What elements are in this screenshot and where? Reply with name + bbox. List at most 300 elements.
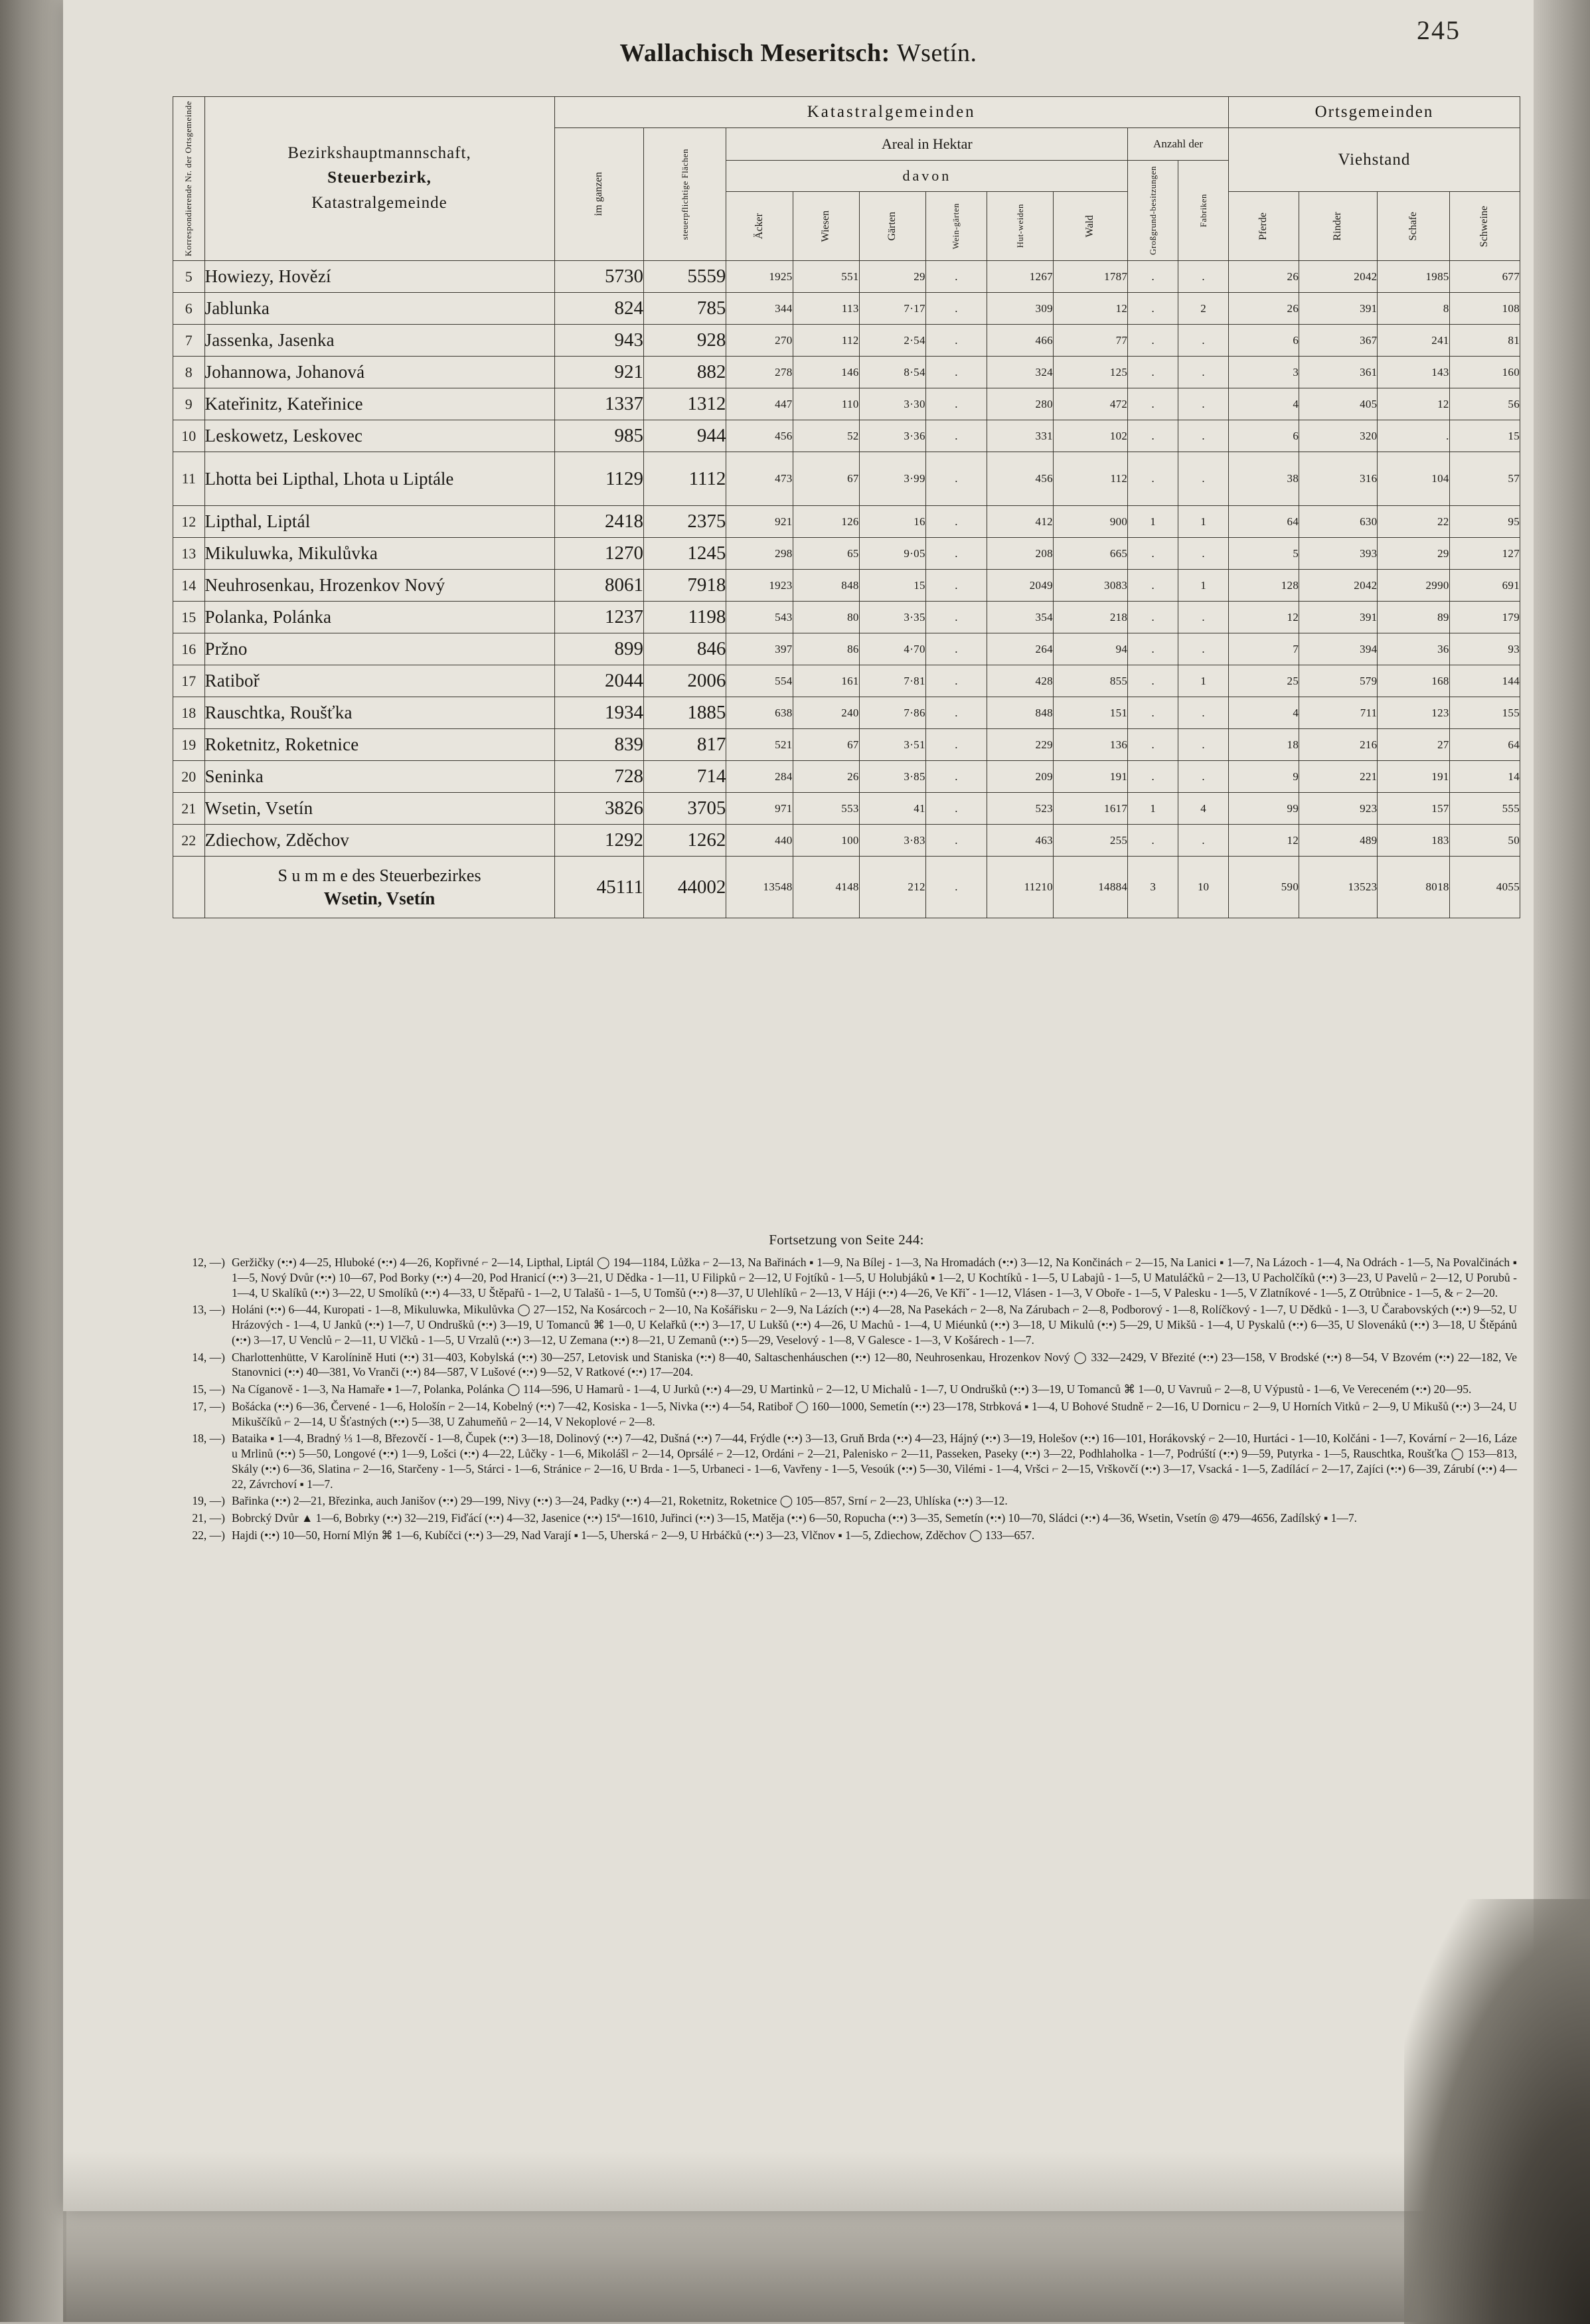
cell-wald: 665 xyxy=(1053,538,1127,570)
cell-fabriken: 2 xyxy=(1178,293,1229,325)
cell-schweine: 50 xyxy=(1449,825,1520,857)
table-row xyxy=(173,325,1520,357)
cell-acker: 298 xyxy=(726,538,793,570)
cell-im-ganzen: 899 xyxy=(554,633,644,665)
row-number: 13 xyxy=(173,538,205,570)
cell-pferde: 26 xyxy=(1228,293,1299,325)
cell-rinder: 2042 xyxy=(1299,261,1378,293)
cell-weingarten: . xyxy=(925,602,987,633)
cell-rinder: 391 xyxy=(1299,293,1378,325)
summary-cell-schweine: 4055 xyxy=(1449,857,1520,918)
footnote-item xyxy=(176,1350,1517,1380)
cell-grossgrund: . xyxy=(1128,697,1178,729)
cell-schafe: 36 xyxy=(1378,633,1449,665)
cell-pferde: 128 xyxy=(1228,570,1299,602)
cell-garten: 15 xyxy=(859,570,925,602)
footnote-label: 19, —) xyxy=(192,1494,225,1508)
cell-fabriken: . xyxy=(1178,452,1229,506)
cell-wiesen: 240 xyxy=(793,697,859,729)
cell-schafe: 104 xyxy=(1378,452,1449,506)
footnote-text: Geržičky (•:•) 4—25, Hluboké (•:•) 4—26, Kopřivné ⌐ 2—14, Lipthal, Liptál ◯ 194—1184, Lůžka ⌐ 2—13, Na Bařinách ▪ 1—9, Na Bílej - 1—3, Na Hromadách (•:•) 3—12, Na Končinách ⌐ 2—15, Na Lanici ▪ 1—7, Na Lázoch - 1—4, Na Odrách - 1—5, Na Povalčinách ▪ 1—5, Nový Dvůr (•:•) 10—67, Pod Borky (•:•) 4—20, Pod Hranicí (•:•) 3—21, U Dědka - 1—11, U Filipků ⌐ 2—12, U Fojtíků - 1—5, U Holubjáků ▪ 1—2, U Kochtíků - 1—5, U Labajů - 1—5, U Matuláčků ⌐ 2—13, U Pacholčíků (•:•) 3—23, U Pavelů ⌐ 2—12, U Porubů - 1—4, U Skalíků (•:•) 3—22, U Smolíků (•:•) 4—33, U Štěpařů - 1—2, U Talašů - 1—5, U Tomšů (•:•) 8—37, U Ulehlíků ⌐ 2—13, V Háji (•:•) 4—26, Ve Křiˇ - 1—12, Vlásen - 1—3, V Oboře - 1—5, V Palesku - 1—5, V Zlatníkové - 1—5, Z Otrůbnice - 1—5, & ⌐ 2—20. xyxy=(232,1256,1517,1299)
row-municipality-name: Kateřinitz, Kateřinice xyxy=(204,388,554,420)
row-municipality-name: Wsetin, Vsetín xyxy=(204,793,554,825)
cell-garten: 16 xyxy=(859,506,925,538)
cell-fabriken: . xyxy=(1178,602,1229,633)
cell-acker: 554 xyxy=(726,665,793,697)
cell-grossgrund: . xyxy=(1128,293,1178,325)
cell-weingarten: . xyxy=(925,506,987,538)
cell-pferde: 7 xyxy=(1228,633,1299,665)
cell-hutweiden: 466 xyxy=(987,325,1053,357)
header-bezirkshauptmannschaft: Bezirkshauptmannschaft, xyxy=(287,143,471,162)
cell-wald: 112 xyxy=(1053,452,1127,506)
cell-fabriken: . xyxy=(1178,825,1229,857)
cell-im-ganzen: 2418 xyxy=(554,506,644,538)
cell-pferde: 26 xyxy=(1228,261,1299,293)
table-row xyxy=(173,452,1520,506)
cell-wiesen: 52 xyxy=(793,420,859,452)
cell-pferde: 3 xyxy=(1228,357,1299,388)
header-weingarten: Wein-gärten xyxy=(925,192,987,261)
cell-garten: 4·70 xyxy=(859,633,925,665)
cell-wald: 1617 xyxy=(1053,793,1127,825)
row-municipality-name: Neuhrosenkau, Hrozenkov Nový xyxy=(204,570,554,602)
cell-wald: 218 xyxy=(1053,602,1127,633)
row-number: 7 xyxy=(173,325,205,357)
cell-steuerpflichtige: 1312 xyxy=(644,388,726,420)
header-katastralgemeinden: Katastralgemeinden xyxy=(554,97,1228,128)
cell-im-ganzen: 1337 xyxy=(554,388,644,420)
cell-schafe: 143 xyxy=(1378,357,1449,388)
cell-wiesen: 551 xyxy=(793,261,859,293)
cell-acker: 456 xyxy=(726,420,793,452)
table-row xyxy=(173,602,1520,633)
cell-pferde: 4 xyxy=(1228,697,1299,729)
cell-wiesen: 100 xyxy=(793,825,859,857)
cell-weingarten: . xyxy=(925,761,987,793)
cell-schweine: 179 xyxy=(1449,602,1520,633)
cell-grossgrund: . xyxy=(1128,325,1178,357)
cell-acker: 971 xyxy=(726,793,793,825)
footnote-item xyxy=(176,1382,1517,1397)
table-row xyxy=(173,665,1520,697)
cell-pferde: 4 xyxy=(1228,388,1299,420)
cell-rinder: 394 xyxy=(1299,633,1378,665)
row-number: 15 xyxy=(173,602,205,633)
cell-schweine: 677 xyxy=(1449,261,1520,293)
cell-weingarten: . xyxy=(925,697,987,729)
cell-wald: 255 xyxy=(1053,825,1127,857)
footnote-item xyxy=(176,1493,1517,1509)
cell-garten: 8·54 xyxy=(859,357,925,388)
cell-acker: 278 xyxy=(726,357,793,388)
cell-grossgrund: 1 xyxy=(1128,793,1178,825)
cell-steuerpflichtige: 2006 xyxy=(644,665,726,697)
cell-hutweiden: 331 xyxy=(987,420,1053,452)
cell-rinder: 923 xyxy=(1299,793,1378,825)
row-municipality-name: Polanka, Polánka xyxy=(204,602,554,633)
summary-cell-pferde: 590 xyxy=(1228,857,1299,918)
footnotes-title: Fortsetzung von Seite 244: xyxy=(769,1232,924,1248)
cell-im-ganzen: 839 xyxy=(554,729,644,761)
cell-garten: 7·86 xyxy=(859,697,925,729)
cell-schafe: . xyxy=(1378,420,1449,452)
summary-label-line1: S u m m e des Steuerbezirkes xyxy=(278,865,481,885)
cell-garten: 7·81 xyxy=(859,665,925,697)
cell-rinder: 320 xyxy=(1299,420,1378,452)
footnote-text: Holáni (•:•) 6—44, Kuropati - 1—8, Mikuluwka, Mikulůvka ◯ 27—152, Na Kosárcoch ⌐ 2—10, Na Košářisku ⌐ 2—9, Na Lázích (•:•) 4—28, Na Pasekách ⌐ 2—8, Na Zárubach ⌐ 2—8, Podborový - 1—8, Rolíčkový - 1—7, U Dědků - 1—3, U Čarabovských (•:•) 9—52, U Hrázových - 1—4, U Janků (•:•) 1—7, U Ondrušků (•:•) 3—19, U Tomanců ⌘ 1—0, U Kelařků (•:•) 3—17, U Lukšů (•:•) 4—26, U Machů - 1—4, U Miéunků (•:•) 3—18, U Mikulů (•:•) 5—29, U Mikšů - 1—4, U Pyskalů (•:•) 6—35, U Slovenáků (•:•) 3—18, U Štěpánů (•:•) 3—17, U Venclů ⌐ 2—11, U Vlčků - 1—5, U Vrzalů (•:•) 3—12, U Zemana (•:•) 8—21, U Zemanů (•:•) 5—29, Veselový - 1—8, V Galesce - 1—3, V Košárech - 1—7. xyxy=(232,1303,1517,1347)
cell-pferde: 64 xyxy=(1228,506,1299,538)
footnotes-list xyxy=(176,1255,1517,1543)
cell-im-ganzen: 2044 xyxy=(554,665,644,697)
footnote-text: Bařinka (•:•) 2—21, Březinka, auch Janišov (•:•) 29—199, Nivy (•:•) 3—24, Padky (•:•) 4—21, Roketnitz, Roketnice ◯ 105—857, Srní ⌐ 2—23, Uhlíska (•:•) 3—12. xyxy=(232,1494,1008,1508)
table-row xyxy=(173,697,1520,729)
cell-im-ganzen: 1292 xyxy=(554,825,644,857)
footnote-text: Bošácka (•:•) 6—36, Červené - 1—6, Hološín ⌐ 2—14, Kobelný (•:•) 7—42, Kosiska - 1—5, Nivka (•:•) 4—54, Ratiboř ◯ 160—1000, Semetín (•:•) 23—178, Strbková ▪ 1—4, U Bohové Studně ⌐ 2—16, U Dornicu ⌐ 2—9, U Horních Vitků ⌐ 2—9, U Mikušů (•:•) 3—24, U Mikuščíků ⌐ 2—14, U Šťastných (•:•) 5—38, U Zahumeňů ⌐ 2—14, V Nekoplové ⌐ 2—8. xyxy=(232,1399,1517,1428)
cell-wiesen: 65 xyxy=(793,538,859,570)
cell-fabriken: . xyxy=(1178,261,1229,293)
cell-hutweiden: 428 xyxy=(987,665,1053,697)
cell-hutweiden: 2049 xyxy=(987,570,1053,602)
cell-steuerpflichtige: 846 xyxy=(644,633,726,665)
header-areal-in-hektar: Areal in Hektar xyxy=(726,128,1128,161)
cell-fabriken: 1 xyxy=(1178,506,1229,538)
cell-garten: 3·83 xyxy=(859,825,925,857)
cell-wald: 855 xyxy=(1053,665,1127,697)
cell-pferde: 9 xyxy=(1228,761,1299,793)
footnote-item xyxy=(176,1255,1517,1300)
cell-wiesen: 553 xyxy=(793,793,859,825)
table-row xyxy=(173,261,1520,293)
row-municipality-name: Roketnitz, Roketnice xyxy=(204,729,554,761)
header-name-column xyxy=(204,97,554,261)
cell-grossgrund: . xyxy=(1128,729,1178,761)
summary-cell-wald: 14884 xyxy=(1053,857,1127,918)
cell-grossgrund: . xyxy=(1128,261,1178,293)
row-number: 10 xyxy=(173,420,205,452)
footnote-label: 21, —) xyxy=(192,1511,225,1525)
cell-schafe: 191 xyxy=(1378,761,1449,793)
footnote-text: Hajdi (•:•) 10—50, Horní Mlýn ⌘ 1—6, Kubíčci (•:•) 3—29, Nad Varají ▪ 1—5, Uherská ⌐ 2—9, U Hrbáčků (•:•) 3—23, Vlčnov ▪ 1—5, Zdiechow, Zděchov ◯ 133—657. xyxy=(232,1528,1035,1542)
cell-hutweiden: 523 xyxy=(987,793,1053,825)
page-number: 245 xyxy=(1417,15,1461,45)
cell-wiesen: 113 xyxy=(793,293,859,325)
cell-grossgrund: . xyxy=(1128,761,1178,793)
cell-hutweiden: 412 xyxy=(987,506,1053,538)
cell-rinder: 216 xyxy=(1299,729,1378,761)
cell-fabriken: 1 xyxy=(1178,665,1229,697)
header-acker: Äcker xyxy=(726,192,793,261)
cell-schweine: 15 xyxy=(1449,420,1520,452)
row-number: 16 xyxy=(173,633,205,665)
footnote-text: Na Cíganově - 1—3, Na Hamaře ▪ 1—7, Polanka, Polánka ◯ 114—596, U Hamarů - 1—4, U Jurků (•:•) 4—29, U Martinků ⌐ 2—12, U Michalů - 1—7, U Ondrušků (•:•) 3—19, U Tomanců ⌘ 1—0, U Vavruů ⌐ 2—8, U Výpustů - 1—6, Ve Vereceném (•:•) 20—95. xyxy=(232,1382,1472,1396)
row-number: 20 xyxy=(173,761,205,793)
cell-fabriken: 1 xyxy=(1178,570,1229,602)
cell-pferde: 12 xyxy=(1228,825,1299,857)
footnote-label: 13, —) xyxy=(192,1303,225,1317)
table-row xyxy=(173,538,1520,570)
cell-hutweiden: 280 xyxy=(987,388,1053,420)
header-wald: Wald xyxy=(1053,192,1127,261)
footnote-item xyxy=(176,1399,1517,1430)
footnote-text: Bobrcký Dvůr ▲ 1—6, Bobrky (•:•) 32—219, Fiďácí (•:•) 4—32, Jasenice (•:•) 15ª—1610, Juřinci (•:•) 3—15, Matěja (•:•) 6—50, Ropucha (•:•) 3—35, Semetín (•:•) 10—70, Sládci (•:•) 4—36, Wsetin, Vsetín ◎ 479—4656, Zadílský ▪ 1—7. xyxy=(232,1511,1358,1525)
row-number: 11 xyxy=(173,452,205,506)
cell-schafe: 123 xyxy=(1378,697,1449,729)
page-sheet xyxy=(63,0,1534,2211)
cell-weingarten: . xyxy=(925,420,987,452)
row-number: 21 xyxy=(173,793,205,825)
summary-row xyxy=(173,857,1520,918)
cell-hutweiden: 354 xyxy=(987,602,1053,633)
cell-im-ganzen: 921 xyxy=(554,357,644,388)
table-row xyxy=(173,825,1520,857)
cell-wald: 3083 xyxy=(1053,570,1127,602)
cell-schafe: 157 xyxy=(1378,793,1449,825)
cell-schafe: 27 xyxy=(1378,729,1449,761)
cell-garten: 9·05 xyxy=(859,538,925,570)
row-municipality-name: Jablunka xyxy=(204,293,554,325)
row-municipality-name: Seninka xyxy=(204,761,554,793)
table-row xyxy=(173,388,1520,420)
table-row xyxy=(173,761,1520,793)
header-im-ganzen: im ganzen xyxy=(554,128,644,261)
cell-schafe: 89 xyxy=(1378,602,1449,633)
cell-hutweiden: 456 xyxy=(987,452,1053,506)
cell-fabriken: . xyxy=(1178,357,1229,388)
cell-steuerpflichtige: 1885 xyxy=(644,697,726,729)
cell-pferde: 6 xyxy=(1228,325,1299,357)
cell-hutweiden: 209 xyxy=(987,761,1053,793)
cell-schafe: 168 xyxy=(1378,665,1449,697)
cell-pferde: 12 xyxy=(1228,602,1299,633)
cell-acker: 447 xyxy=(726,388,793,420)
header-anzahl-der: Anzahl der xyxy=(1128,128,1229,161)
cell-weingarten: . xyxy=(925,261,987,293)
summary-label-line2: Wsetin, Vsetín xyxy=(323,888,436,908)
cell-grossgrund: 1 xyxy=(1128,506,1178,538)
cell-garten: 3·36 xyxy=(859,420,925,452)
cell-wiesen: 126 xyxy=(793,506,859,538)
cell-pferde: 38 xyxy=(1228,452,1299,506)
cell-schweine: 160 xyxy=(1449,357,1520,388)
row-municipality-name: Lhotta bei Lipthal, Lhota u Liptále xyxy=(204,452,554,506)
row-number: 12 xyxy=(173,506,205,538)
cell-fabriken: . xyxy=(1178,697,1229,729)
cell-weingarten: . xyxy=(925,293,987,325)
header-grossgrundbesitzungen: Großgrund-besitzungen xyxy=(1128,161,1178,261)
cell-hutweiden: 264 xyxy=(987,633,1053,665)
cell-im-ganzen: 8061 xyxy=(554,570,644,602)
header-rinder: Rinder xyxy=(1299,192,1378,261)
cell-rinder: 489 xyxy=(1299,825,1378,857)
cell-im-ganzen: 1237 xyxy=(554,602,644,633)
cell-acker: 473 xyxy=(726,452,793,506)
cell-schweine: 108 xyxy=(1449,293,1520,325)
cell-acker: 270 xyxy=(726,325,793,357)
cell-schafe: 12 xyxy=(1378,388,1449,420)
cell-im-ganzen: 3826 xyxy=(554,793,644,825)
cell-grossgrund: . xyxy=(1128,825,1178,857)
cell-schweine: 155 xyxy=(1449,697,1520,729)
footnote-item xyxy=(176,1511,1517,1526)
footnote-label: 17, —) xyxy=(192,1399,225,1413)
header-schweine: Schweine xyxy=(1449,192,1520,261)
cell-weingarten: . xyxy=(925,325,987,357)
cell-steuerpflichtige: 882 xyxy=(644,357,726,388)
row-municipality-name: Lipthal, Liptál xyxy=(204,506,554,538)
cell-rinder: 579 xyxy=(1299,665,1378,697)
cell-garten: 3·85 xyxy=(859,761,925,793)
row-municipality-name: Jassenka, Jasenka xyxy=(204,325,554,357)
cell-schafe: 183 xyxy=(1378,825,1449,857)
cell-wiesen: 86 xyxy=(793,633,859,665)
cell-schweine: 691 xyxy=(1449,570,1520,602)
cell-acker: 440 xyxy=(726,825,793,857)
cell-rinder: 221 xyxy=(1299,761,1378,793)
cell-schweine: 64 xyxy=(1449,729,1520,761)
cell-acker: 284 xyxy=(726,761,793,793)
page-title-sub: Wsetín. xyxy=(896,39,977,67)
cell-acker: 1925 xyxy=(726,261,793,293)
statistics-table-wrap xyxy=(173,96,1520,918)
cell-weingarten: . xyxy=(925,570,987,602)
table-row xyxy=(173,729,1520,761)
cell-grossgrund: . xyxy=(1128,357,1178,388)
cell-acker: 921 xyxy=(726,506,793,538)
row-number: 18 xyxy=(173,697,205,729)
header-pferde: Pferde xyxy=(1228,192,1299,261)
cell-wald: 102 xyxy=(1053,420,1127,452)
cell-schweine: 144 xyxy=(1449,665,1520,697)
cell-im-ganzen: 985 xyxy=(554,420,644,452)
cell-steuerpflichtige: 7918 xyxy=(644,570,726,602)
cell-steuerpflichtige: 5559 xyxy=(644,261,726,293)
cell-wiesen: 110 xyxy=(793,388,859,420)
cell-fabriken: . xyxy=(1178,325,1229,357)
cell-steuerpflichtige: 1245 xyxy=(644,538,726,570)
table-row xyxy=(173,633,1520,665)
cell-im-ganzen: 1934 xyxy=(554,697,644,729)
summary-cell-rinder: 13523 xyxy=(1299,857,1378,918)
cell-wald: 94 xyxy=(1053,633,1127,665)
cell-schweine: 93 xyxy=(1449,633,1520,665)
cell-wiesen: 67 xyxy=(793,729,859,761)
row-municipality-name: Ratiboř xyxy=(204,665,554,697)
cell-hutweiden: 309 xyxy=(987,293,1053,325)
cell-rinder: 393 xyxy=(1299,538,1378,570)
cell-steuerpflichtige: 928 xyxy=(644,325,726,357)
table-row xyxy=(173,793,1520,825)
cell-garten: 29 xyxy=(859,261,925,293)
table-row xyxy=(173,357,1520,388)
cell-rinder: 391 xyxy=(1299,602,1378,633)
summary-cell-weingarten: . xyxy=(925,857,987,918)
cell-grossgrund: . xyxy=(1128,570,1178,602)
row-number: 9 xyxy=(173,388,205,420)
cell-steuerpflichtige: 714 xyxy=(644,761,726,793)
row-municipality-name: Pržno xyxy=(204,633,554,665)
cell-schweine: 81 xyxy=(1449,325,1520,357)
row-municipality-name: Leskowetz, Leskovec xyxy=(204,420,554,452)
summary-row-number xyxy=(173,857,205,918)
cell-weingarten: . xyxy=(925,729,987,761)
page-bottom-shadow xyxy=(63,2151,1590,2322)
cell-im-ganzen: 1270 xyxy=(554,538,644,570)
cell-steuerpflichtige: 1198 xyxy=(644,602,726,633)
cell-steuerpflichtige: 1112 xyxy=(644,452,726,506)
page-title-main: Wallachisch Meseritsch: xyxy=(619,39,890,67)
cell-weingarten: . xyxy=(925,825,987,857)
table-head xyxy=(173,97,1520,261)
cell-hutweiden: 463 xyxy=(987,825,1053,857)
cell-wald: 125 xyxy=(1053,357,1127,388)
cell-grossgrund: . xyxy=(1128,452,1178,506)
cell-schweine: 555 xyxy=(1449,793,1520,825)
cell-schafe: 2990 xyxy=(1378,570,1449,602)
cell-grossgrund: . xyxy=(1128,388,1178,420)
page-title xyxy=(63,39,1534,68)
cell-steuerpflichtige: 3705 xyxy=(644,793,726,825)
footnote-label: 14, —) xyxy=(192,1350,225,1364)
cell-im-ganzen: 943 xyxy=(554,325,644,357)
footnotes-section xyxy=(176,1232,1517,1545)
cell-wiesen: 112 xyxy=(793,325,859,357)
row-number: 17 xyxy=(173,665,205,697)
cell-schafe: 8 xyxy=(1378,293,1449,325)
cell-acker: 521 xyxy=(726,729,793,761)
header-schafe: Schafe xyxy=(1378,192,1449,261)
cell-wald: 1787 xyxy=(1053,261,1127,293)
cell-weingarten: . xyxy=(925,388,987,420)
footnote-item xyxy=(176,1431,1517,1491)
cell-acker: 344 xyxy=(726,293,793,325)
cell-fabriken: . xyxy=(1178,538,1229,570)
cell-hutweiden: 848 xyxy=(987,697,1053,729)
cell-schweine: 127 xyxy=(1449,538,1520,570)
cell-grossgrund: . xyxy=(1128,420,1178,452)
summary-label xyxy=(204,857,554,918)
footnote-item xyxy=(176,1302,1517,1347)
table-body xyxy=(173,261,1520,918)
cell-wald: 191 xyxy=(1053,761,1127,793)
cell-steuerpflichtige: 1262 xyxy=(644,825,726,857)
book-gutter-left xyxy=(0,0,66,2322)
footnote-label: 22, —) xyxy=(192,1528,225,1542)
row-number: 22 xyxy=(173,825,205,857)
cell-schafe: 241 xyxy=(1378,325,1449,357)
cell-schafe: 22 xyxy=(1378,506,1449,538)
cell-wald: 151 xyxy=(1053,697,1127,729)
cell-grossgrund: . xyxy=(1128,602,1178,633)
cell-hutweiden: 1267 xyxy=(987,261,1053,293)
header-steuerbezirk: Steuerbezirk, xyxy=(327,169,432,187)
cell-grossgrund: . xyxy=(1128,665,1178,697)
cell-rinder: 367 xyxy=(1299,325,1378,357)
table-row xyxy=(173,420,1520,452)
cell-im-ganzen: 5730 xyxy=(554,261,644,293)
summary-cell-im-ganzen: 45111 xyxy=(554,857,644,918)
cell-pferde: 25 xyxy=(1228,665,1299,697)
footnote-text: Charlottenhütte, V Karolínině Huti (•:•) 31—403, Kobylská (•:•) 30—257, Letovisk und Staniska (•:•) 8—40, Saltaschenháuschen (•:•) 12—80, Neuhrosenkau, Hrozenkov Nový ◯ 332—2429, V Březité (•:•) 23—158, V Brodské (•:•) 8—54, V Bzovém (•:•) 22—182, Ve Stanovnici (•:•) 40—381, Vo Vranči (•:•) 84—587, V Lušové (•:•) 9—52, V Ratkové (•:•) 17—204. xyxy=(232,1350,1517,1379)
header-steuerpflichtige-flaechen: steuerpflichtige Flächen xyxy=(644,128,726,261)
cell-schweine: 56 xyxy=(1449,388,1520,420)
summary-cell-schafe: 8018 xyxy=(1378,857,1449,918)
page-corner-shadow xyxy=(1404,1899,1590,2324)
summary-cell-steuerpflichtige: 44002 xyxy=(644,857,726,918)
table-row xyxy=(173,506,1520,538)
statistics-table xyxy=(173,96,1520,918)
cell-garten: 3·99 xyxy=(859,452,925,506)
